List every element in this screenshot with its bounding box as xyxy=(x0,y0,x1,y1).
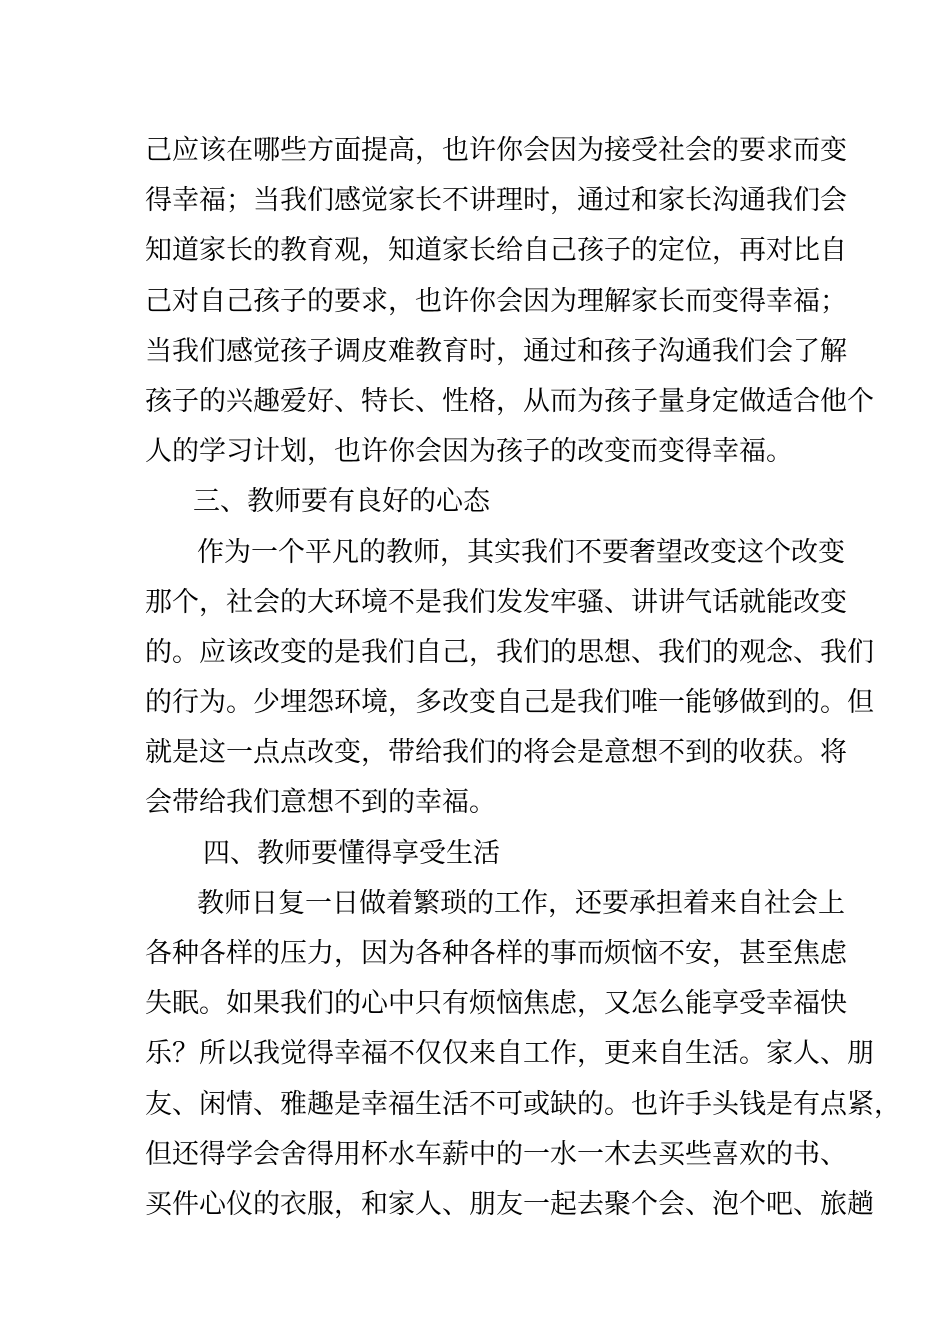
section-heading-3: 三、教师要有良好的心态 xyxy=(193,486,490,518)
text-line: 那个，社会的大环境不是我们发发牢骚、讲讲气话就能改变 xyxy=(145,586,847,618)
text-line: 的。应该改变的是我们自己，我们的思想、我们的观念、我们 xyxy=(145,636,874,668)
text-line: 失眠。如果我们的心中只有烦恼焦虑，又怎么能享受幸福快 xyxy=(145,988,847,1020)
text-line: 就是这一点点改变，带给我们的将会是意想不到的收获。将 xyxy=(145,737,847,769)
text-line: 友、闲情、雅趣是幸福生活不可或缺的。也许手头钱是有点紧， xyxy=(145,1088,901,1120)
paragraph-start: 作为一个平凡的教师，其实我们不要奢望改变这个改变 xyxy=(197,536,845,568)
text-line: 己应该在哪些方面提高，也许你会因为接受社会的要求而变 xyxy=(145,135,847,166)
text-line: 孩子的兴趣爱好、特长、性格，从而为孩子量身定做适合他个 xyxy=(145,385,874,417)
text-line: 己对自己孩子的要求，也许你会因为理解家长而变得幸福； xyxy=(145,285,847,317)
text-line: 买件心仪的衣服，和家人、朋友一起去聚个会、泡个吧、旅趟 xyxy=(145,1188,874,1220)
text-line: 会带给我们意想不到的幸福。 xyxy=(145,787,496,819)
text-line: 知道家长的教育观，知道家长给自己孩子的定位，再对比自 xyxy=(145,235,847,267)
text-line: 但还得学会舍得用杯水车薪中的一水一木去买些喜欢的书、 xyxy=(145,1138,847,1170)
text-line: 各种各样的压力，因为各种各样的事而烦恼不安，甚至焦虑 xyxy=(145,938,847,969)
paragraph-start: 教师日复一日做着繁琐的工作，还要承担着来自社会上 xyxy=(197,887,845,919)
text-line: 当我们感觉孩子调皮难教育时，通过和孩子沟通我们会了解 xyxy=(145,335,847,367)
body-text xyxy=(145,126,901,1230)
text-line: 乐？所以我觉得幸福不仅仅来自工作，更来自生活。家人、朋 xyxy=(145,1038,874,1070)
text-line: 得幸福；当我们感觉家长不讲理时，通过和家长沟通我们会 xyxy=(145,185,847,217)
text-line: 人的学习计划，也许你会因为孩子的改变而变得幸福。 xyxy=(145,436,793,468)
section-heading-4: 四、教师要懂得享受生活 xyxy=(203,837,500,869)
text-line: 的行为。少埋怨环境，多改变自己是我们唯一能够做到的。但 xyxy=(145,687,874,719)
